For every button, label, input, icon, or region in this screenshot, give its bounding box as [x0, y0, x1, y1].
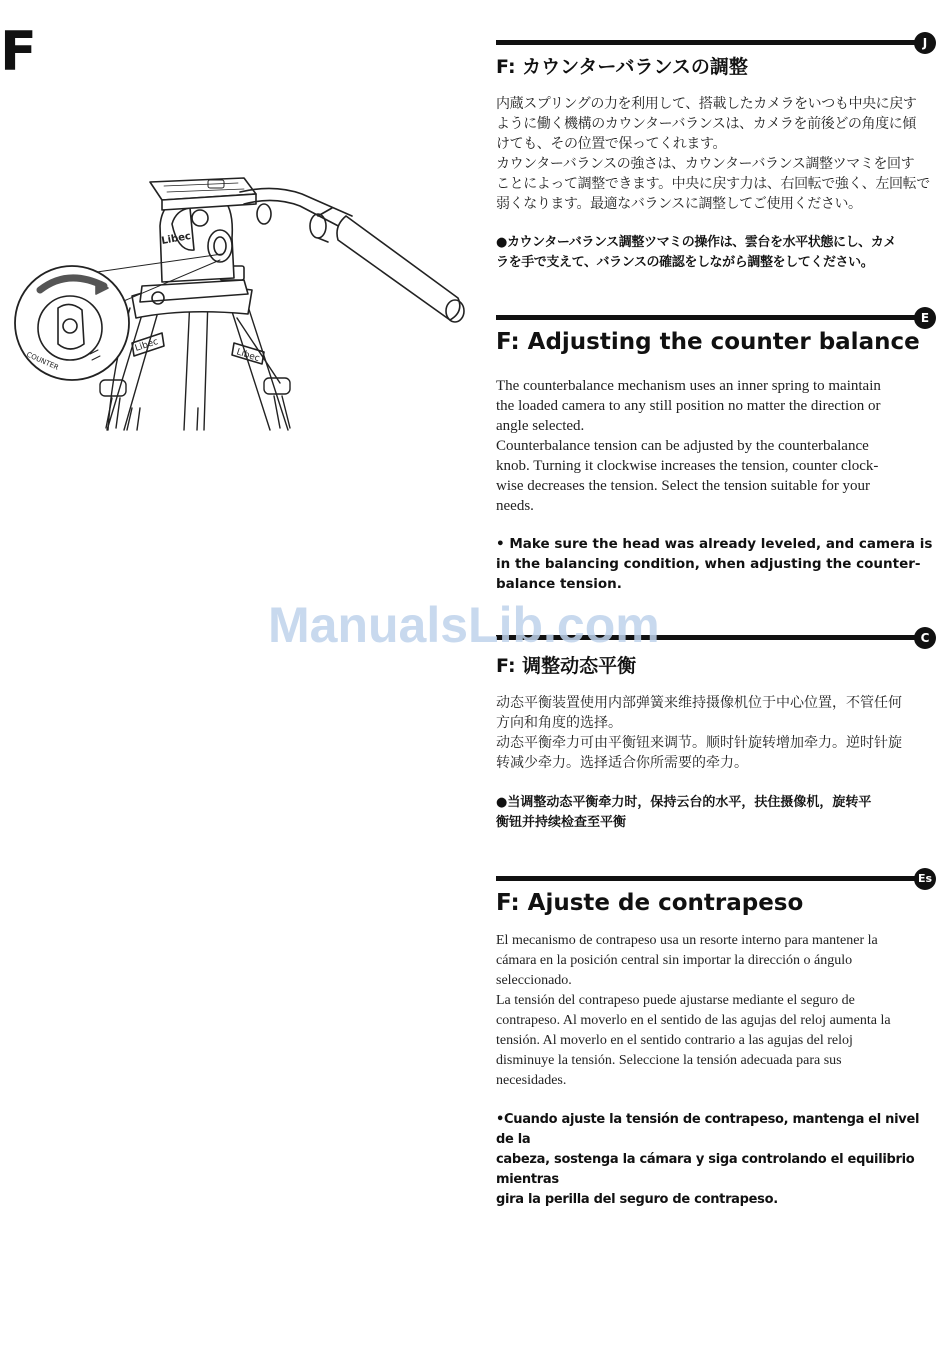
section-body: The counterbalance mechanism uses an inner spring to maintain the loaded camera to any still position no matter the direction or angle selected. Counterbalance tension can be adjusted by the counterbalance knob. Turning it clockwise increases the tension, counter clock- wise decreases the tension. Select the tension suitable for your needs.	[496, 378, 881, 514]
leg-brand-labels	[132, 333, 264, 364]
leg-brand-label-left: Libec	[133, 337, 160, 354]
section-english	[496, 305, 940, 605]
manualslib-watermark: ManualsLib.com	[268, 597, 660, 653]
section-rule	[496, 315, 924, 320]
section-note: • Make sure the head was already leveled, and camera is in the balancing condition, when adjusting the counter- balance tension.	[496, 536, 933, 592]
section-heading: F: 调整动态平衡	[496, 655, 637, 677]
pan-handle	[240, 188, 464, 322]
section-note: ●当调整动态平衡牵力时，保持云台的水平，扶住摄像机，旋转平 衡钮并持续检查至平衡	[496, 795, 872, 830]
section-note: •Cuando ajuste la tensión de contrapeso, mantenga el nivel de la cabeza, sostenga la cámara y siga controlando el equilibrio mientras gira la perilla del seguro de contrapeso.	[496, 1112, 920, 1207]
section-japanese	[496, 30, 940, 280]
section-body: 动态平衡装置使用内部弹簧来维持摄像机位于中心位置，不管任何 方向和角度的选择。 动态平衡牵力可由平衡钮来调节。顺时针旋转增加牵力。逆时针旋 转减少牵力。选择适合你所需要的牵力。	[496, 695, 902, 771]
section-heading: F: Ajuste de contrapeso	[496, 890, 804, 916]
section-rule	[496, 876, 924, 881]
language-badge-e: E	[914, 307, 936, 329]
language-badge-j: J	[914, 32, 936, 54]
leg-brand-label-right: Libec	[235, 347, 261, 365]
tripod-head-illustration	[12, 168, 482, 433]
language-badge-es: Es	[914, 868, 936, 890]
section-heading: F: カウンターバランスの調整	[496, 56, 748, 78]
section-body: 内蔵スプリングの力を利用して、搭載したカメラをいつも中央に戻す ように働く機構のカウンターバランスは、カメラを前後どの角度に傾 けても、その位置で保ってくれます。 カウンターバランスの強さは、カウンターバランス調整ツマミを回す ことによって調整できます。中央に戻す力は、右回転で強く、左回転で 弱くなります。最適なバランスに調整してご使用ください。	[496, 96, 930, 212]
page-section-letter: F	[0, 20, 37, 83]
section-body: El mecanismo de contrapeso usa un resorte interno para mantener la cámara en la posición central sin importar la dirección o ángulo seleccionado. La tensión del contrapeso puede ajustarse mediante el seguro de contrapeso. Al moverlo en el sentido de las agujas del reloj aumenta la tensión. Al moverlo en el sentido contrario a las agujas del reloj disminuye la tensión. Seleccione la tensión adecuada para sus necesidades.	[496, 933, 891, 1088]
section-chinese	[496, 625, 940, 845]
counterbalance-knob-detail	[15, 266, 129, 380]
section-note: ●カウンターバランス調整ツマミの操作は、雲台を水平状態にし、カメ ラを手で支えて、バランスの確認をしながら調整をしてください。	[496, 235, 896, 270]
section-heading: F: Adjusting the counter balance	[496, 329, 920, 355]
head-brand-label: Libec	[160, 230, 192, 247]
language-badge-c: C	[914, 627, 936, 649]
knob-counter-label: COUNTER	[25, 350, 60, 372]
section-spanish	[496, 866, 940, 1207]
section-rule	[496, 40, 924, 45]
